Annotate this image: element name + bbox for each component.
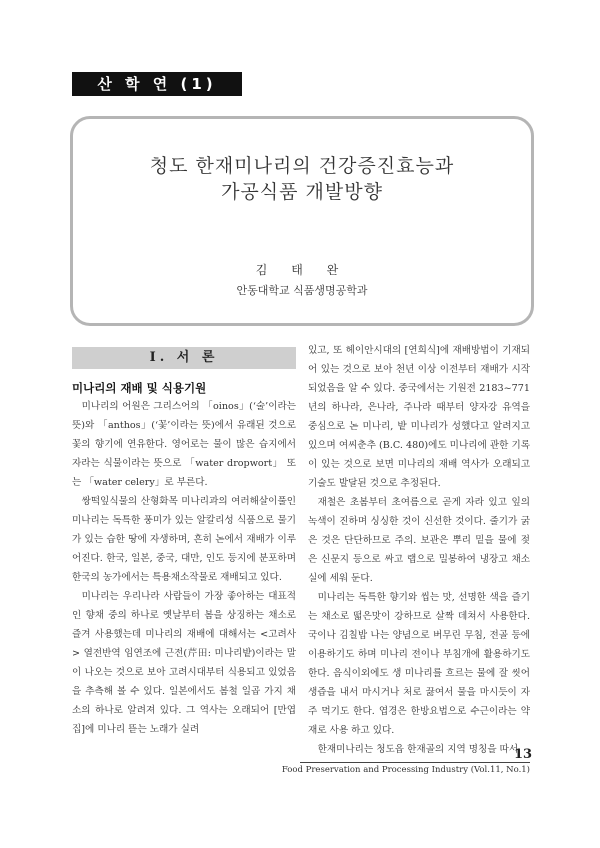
page-number: 13: [514, 747, 533, 762]
paragraph: 한재미나리는 청도읍 한재골의 지역 명칭을 따서: [317, 744, 519, 755]
article-title-line2: 가공식품 개발방향: [221, 181, 383, 203]
paragraph: 미나리의 어원은 그리스어의 「oinos」(‘술’이라는 뜻)와 「anthos」(‘꽃’이라는 뜻)에서 유래된 것으로 꽃의 향기에 연유한다. 영어로는 물이 많은 습지에서 자라는 식물이라는 뜻으로 「water dropwort」 또는 「water celery」로 부른다.: [72, 401, 296, 488]
journal-citation: Food Preservation and Processing Industry (Vol.11, No.1): [281, 765, 530, 775]
section-heading: Ⅰ. 서 론: [72, 347, 296, 369]
author-affiliation: 안동대학교 식품생명공학과: [236, 284, 368, 297]
footer-divider: [300, 762, 530, 763]
left-column: [72, 397, 296, 739]
paragraph: 재철은 초봄부터 초여름으로 곧게 자라 있고 잎의 녹색이 진하며 싱싱한 것이 신선한 것이다. 줄기가 굵은 것은 단단하므로 주의. 보관은 뿌리 밑을 물에 젖은 신문지 등으로 싸고 랩으로 밀봉하여 냉장고 채소실에 세워 둔다.: [308, 497, 530, 584]
paragraph: 미나리는 독특한 향기와 씹는 맛, 선명한 색을 즐기는 채소로 떫은맛이 강하므로 살짝 데쳐서 사용한다. 국이나 김칠밥 나는 양념으로 버무린 무침, 전골 등에 이용하기도 하며 미나리 전이나 부침개에 활용하기도 한다. 음식이외에도 생 미나리를 흐르는 물에 잘 씻어 생즙을 내서 마시거나 처로 끓여서 물을 마시듯이 자주 먹기도 한다. 엽경은 한방요법으로 수근이라는 약재로 사용 하고 있다.: [308, 592, 530, 736]
paragraph: 있고, 또 헤이안시대의 [연희식]에 재배방법이 기재되어 있는 것으로 보아 천년 이상 이전부터 재배가 시작되었음을 알 수 있다. 중국에서는 기원전 2183~771년의 하나라, 은나라, 주나라 때부터 양자강 유역을 중심으로 논 미나리, 밭 미나리가 성했다고 알려지고 있으며 여씨춘추 (B.C. 480)에도 미나리에 관한 기록이 있는 것으로 보면 미나리의 재배 역사가 오래되고 기술도 발달된 것으로 추정된다.: [308, 345, 530, 489]
series-tag: 산 학 연 (1): [72, 72, 242, 96]
subheading: 미나리의 재배 및 식용기원: [72, 381, 207, 395]
right-column: [308, 341, 530, 759]
author-name: 김 태 완: [255, 263, 349, 277]
article-title-line1: 청도 한재미나리의 건강증진효능과: [149, 155, 455, 177]
paragraph: 쌍떡잎식물의 산형화목 미나리과의 여러해살이풀인 미나리는 독특한 풍미가 있는 알칼리성 식품으로 물기가 있는 습한 땅에 자생하며, 흔히 논에서 재배가 이루어진다. 한국, 일본, 중국, 대만, 인도 등지에 분포하며 한국의 농가에서는 특용채소작물로 재배되고 있다.: [72, 496, 296, 583]
title-box: [70, 116, 534, 326]
paragraph: 미나리는 우리나라 사람들이 가장 좋아하는 대표적인 향채 중의 하나로 옛날부터 봄을 상징하는 채소로 즐겨 사용했는데 미나리의 재배에 대해서는 <고려사> 열전반역 임연조에 근전(芹田: 미나리밭)이라는 말이 나오는 것으로 보아 고려시대부터 식용되고 있었음을 추측해 볼 수 있다. 일본에서도 봄철 일곱 가지 채소의 하나로 알려져 있다. 그 역사는 오래되어 [만엽집]에 미나리 뜯는 노래가 실려: [72, 591, 296, 735]
